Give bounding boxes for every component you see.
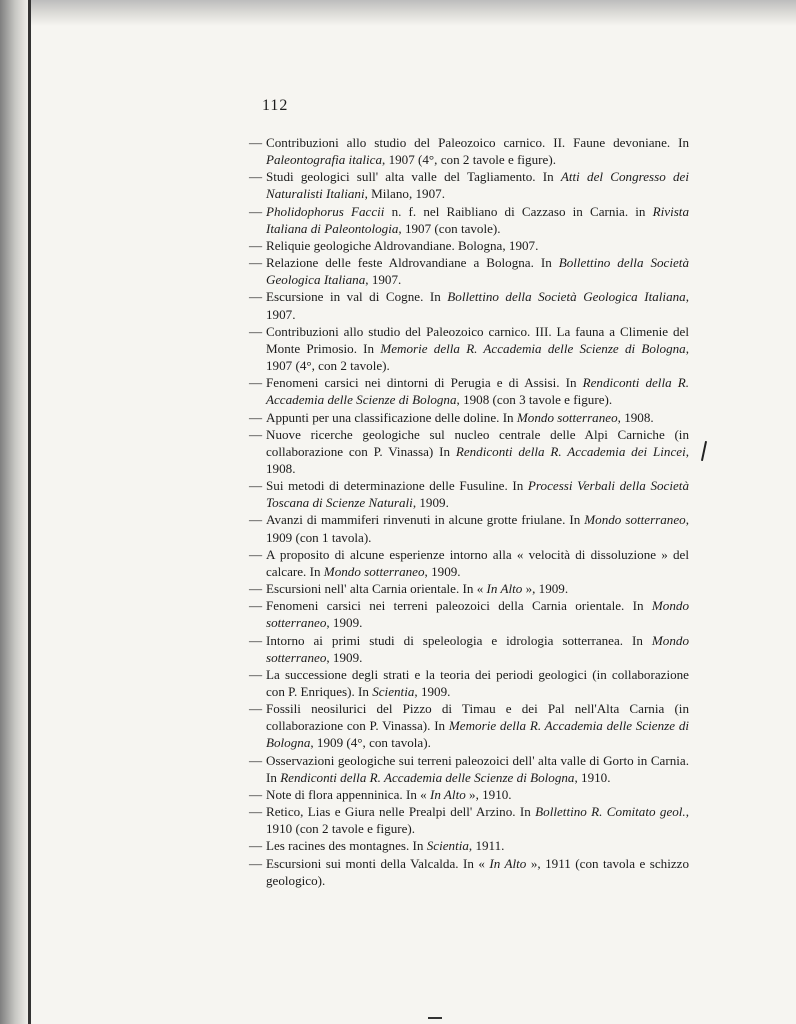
entry-text: , 1907 (con tavole).: [398, 220, 501, 236]
bibliography-entry: [249, 700, 689, 751]
entry-text: Escursioni nell' alta Carnia orientale. In «: [266, 581, 487, 597]
entry-title-italic: Atti del Congresso dei Naturalisti Italiani: [266, 169, 689, 202]
entry-text: , 1909 (con 1 tavola).: [266, 512, 689, 545]
entry-text: Fenomeni carsici nei terreni paleozoici della Carnia orientale. In: [266, 598, 652, 614]
entry-text: Les racines des montagnes. In: [266, 838, 427, 854]
entry-text: , 1907.: [266, 289, 689, 322]
entry-text: Nuove ricerche geologiche sul nucleo centrale delle Alpi Carniche (in collaborazione con P. Vinassa) In: [266, 426, 689, 459]
entry-text: , 1908 (con 3 tavole e figure).: [456, 392, 613, 408]
entry-text: Reliquie geologiche Aldrovandiane. Bologna, 1907.: [266, 237, 539, 253]
entry-dash: —: [249, 478, 263, 494]
entry-title-italic: Bollettino della Società Geologica Italiana: [266, 255, 689, 288]
entry-text: Studi geologici sull' alta valle del Tagliamento. In: [266, 169, 561, 185]
entry-text: Avanzi di mammiferi rinvenuti in alcune grotte friulane. In: [266, 512, 585, 528]
entry-title-italic: Bollettino della Società Geologica Italiana: [447, 289, 686, 305]
entry-text: , 1908.: [266, 443, 689, 476]
entry-title-italic: In Alto: [429, 786, 466, 802]
bibliography-entry: [249, 855, 689, 889]
entry-title-italic: In Alto: [486, 581, 523, 597]
entry-text: , 1909 (4°, con tavola).: [310, 735, 431, 751]
bibliography-entry: [249, 837, 689, 854]
entry-text: Appunti per una classificazione delle doline. In: [266, 409, 517, 425]
entry-dash: —: [249, 786, 263, 802]
entry-dash: —: [249, 169, 263, 185]
entry-dash: —: [249, 632, 263, 648]
bibliography-entry: [249, 323, 689, 374]
entry-dash: —: [249, 375, 263, 391]
bibliography-entry: [249, 374, 689, 408]
entry-dash: —: [249, 666, 263, 682]
entry-text: Contribuzioni allo studio del Paleozoico carnico. III. La fauna a Climenie del Monte Primosio. In: [266, 323, 689, 356]
entry-text: , 1911.: [468, 838, 505, 854]
bibliography-entry: [249, 168, 689, 202]
entry-title-italic: Mondo sotterraneo: [266, 632, 689, 665]
entry-title-italic: Scientia: [372, 684, 415, 699]
scan-edge-top: [0, 0, 796, 26]
entry-text: Escursioni sui monti della Valcalda. In «: [266, 855, 490, 871]
entry-text: », 1909.: [522, 581, 569, 597]
entry-title-italic: Scientia: [426, 838, 469, 854]
entry-text: Contribuzioni allo studio del Paleozoico carnico. II. Faune devoniane. In: [266, 135, 689, 150]
entry-dash: —: [249, 701, 263, 717]
entry-text: Retico, Lias e Giura nelle Prealpi dell' Arzino. In: [266, 804, 536, 820]
entry-text: Osservazioni geologiche sui terreni paleozoici dell' alta valle di Gorto in Carnia. In: [266, 752, 689, 785]
entry-text: n. f. nel Raibliano di Cazzaso in Carnia. in: [384, 203, 653, 219]
entry-title-italic: In Alto: [489, 855, 527, 871]
entry-text: Note di flora appenninica. In «: [266, 786, 430, 802]
entry-title-italic: Pholidophorus Faccii: [266, 203, 385, 219]
entry-dash: —: [249, 409, 263, 425]
bibliography-entry: [249, 134, 689, 168]
entry-dash: —: [249, 255, 263, 271]
entry-dash: —: [249, 323, 263, 339]
entry-title-italic: Rendiconti della R. Accademia delle Scienze di Bologna: [266, 375, 689, 408]
bibliography-entry: [249, 786, 689, 803]
entry-text: , 1909.: [424, 563, 461, 579]
bibliography-entry: [249, 803, 689, 837]
entry-title-italic: Mondo sotterraneo: [266, 598, 689, 631]
entry-title-italic: Processi Verbali della Società Toscana di Scienze Naturali: [266, 478, 689, 511]
page-number: 112: [262, 97, 289, 114]
entry-text: , 1909.: [412, 495, 449, 511]
entry-title-italic: Mondo sotterraneo: [584, 512, 686, 528]
entry-text: , 1909.: [326, 615, 363, 631]
entry-text: La successione degli strati e la teoria dei periodi geologici (in collaborazione con P. Enriques). In: [266, 666, 689, 699]
entry-dash: —: [249, 855, 263, 871]
entry-text: , 1909.: [414, 684, 451, 699]
bibliography-entry: [249, 511, 689, 545]
entry-text: Relazione delle feste Aldrovandiane a Bologna. In: [266, 255, 559, 271]
bibliography-entry: [249, 203, 689, 237]
entry-text: , 1910.: [574, 769, 611, 785]
entry-text: , 1907 (4°, con 2 tavole).: [266, 340, 690, 374]
entry-dash: —: [249, 581, 263, 597]
entry-text: Sui metodi di determinazione delle Fusuline. In: [266, 478, 528, 494]
margin-pencil-mark: [701, 441, 707, 461]
bibliography-list: [249, 134, 689, 889]
bibliography-entry: [249, 477, 689, 511]
bibliography-entry: [249, 752, 689, 786]
entry-dash: —: [249, 752, 263, 768]
bibliography-entry: [249, 237, 689, 254]
bibliography-entry: [249, 580, 689, 597]
bibliography-entry: [249, 426, 689, 477]
entry-text: Fossili neosilurici del Pizzo di Timau e dei Pal nell'Alta Carnia (in collaborazione con P. Vinassa). In: [266, 701, 689, 734]
bibliography-entry: [249, 546, 689, 580]
entry-title-italic: Mondo sotterraneo: [323, 563, 425, 579]
entry-text: , 1910 (con 2 tavole e figure).: [266, 804, 689, 837]
entry-title-italic: Rendiconti della R. Accademia delle Scienze di Bologna: [280, 769, 575, 785]
entry-dash: —: [249, 289, 263, 305]
book-spine-shadow: [0, 0, 28, 1024]
entry-text: Fenomeni carsici nei dintorni di Perugia e di Assisi. In: [266, 375, 583, 391]
bibliography-entry: [249, 409, 689, 426]
entry-text: , Milano, 1907.: [364, 186, 445, 202]
entry-text: », 1911 (con tavola e schizzo geologico).: [266, 855, 690, 888]
entry-dash: —: [249, 426, 263, 442]
entry-title-italic: Memorie della R. Accademia delle Scienze di Bologna: [380, 340, 686, 356]
entry-text: , 1907.: [365, 272, 402, 288]
footer-dash: [428, 1017, 442, 1019]
entry-dash: —: [249, 838, 263, 854]
entry-title-italic: Bollettino R. Comitato geol.: [535, 804, 686, 820]
entry-text: , 1909.: [326, 649, 363, 665]
entry-dash: —: [249, 135, 263, 150]
entry-text: », 1910.: [465, 786, 512, 802]
entry-text: Intorno ai primi studi di speleologia e idrologia sotterranea. In: [266, 632, 652, 648]
entry-title-italic: Memorie della R. Accademia delle Scienze di Bologna: [266, 718, 689, 751]
entry-dash: —: [249, 598, 263, 614]
entry-title-italic: Mondo sotterraneo: [516, 409, 618, 425]
page-border-line: [28, 0, 31, 1024]
bibliography-entry: [249, 254, 689, 288]
bibliography-entry: [249, 288, 689, 322]
entry-dash: —: [249, 546, 263, 562]
entry-dash: —: [249, 203, 263, 219]
bibliography-entry: [249, 666, 689, 700]
entry-dash: —: [249, 512, 263, 528]
entry-text: , 1907 (4°, con 2 tavole e figure).: [382, 152, 556, 168]
bibliography-entry: [249, 597, 689, 631]
entry-title-italic: Rendiconti della R. Accademia dei Lincei: [455, 443, 686, 459]
entry-title-italic: Paleontografia italica: [266, 152, 383, 168]
entry-title-italic: Rivista Italiana di Paleontologia: [266, 203, 689, 236]
entry-dash: —: [249, 804, 263, 820]
entry-text: , 1908.: [617, 409, 654, 425]
bibliography-entry: [249, 632, 689, 666]
entry-text: A proposito di alcune esperienze intorno alla « velocità di dissoluzione » del calcare. In: [266, 546, 689, 579]
entry-text: Escursione in val di Cogne. In: [266, 289, 448, 305]
entry-dash: —: [249, 237, 263, 253]
